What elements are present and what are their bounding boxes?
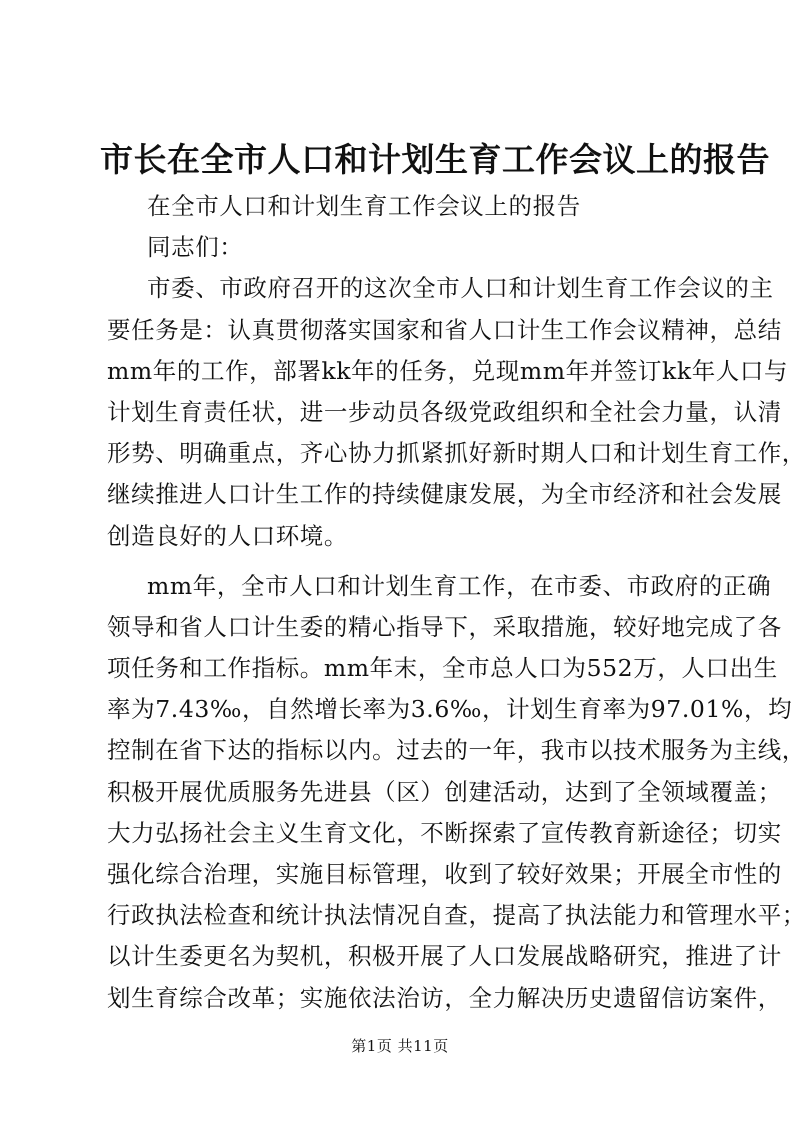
page-number: 第1页 共11页 xyxy=(351,1037,449,1055)
paragraph-line: 创造良好的人口环境。 xyxy=(107,521,348,550)
paragraph-line: 项任务和工作指标。mm年末，全市总人口为552万，人口出生 xyxy=(107,654,778,683)
paragraph-line: 大力弘扬社会主义生育文化，不断探索了宣传教育新途径；切实 xyxy=(107,818,782,847)
paragraph-line: 计划生育责任状，进一步动员各级党政组织和全社会力量，认清 xyxy=(107,397,782,426)
paragraph-line: 划生育综合改革；实施依法治访，全力解决历史遗留信访案件， xyxy=(107,983,782,1012)
paragraph-line: 领导和省人口计生委的精心指导下，采取措施，较好地完成了各 xyxy=(107,612,782,641)
paragraph-line: 以计生委更名为契机，积极开展了人口发展战略研究，推进了计 xyxy=(107,942,782,971)
paragraph-line: mm年的工作，部署kk年的任务，兑现mm年并签订kk年人口与 xyxy=(107,356,789,385)
salutation: 同志们： xyxy=(147,233,244,262)
subtitle: 在全市人口和计划生育工作会议上的报告 xyxy=(147,192,581,220)
paragraph-line: 行政执法检查和统计执法情况自查，提高了执法能力和管理水平； xyxy=(107,901,806,930)
paragraph-1 xyxy=(107,268,806,556)
paragraph-line: 继续推进人口计生工作的持续健康发展，为全市经济和社会发展 xyxy=(107,480,782,509)
paragraph-line: 率为7.43‰，自然增长率为3.6‰，计划生育率为97.01%，均 xyxy=(107,695,793,724)
paragraph-line: mm年，全市人口和计划生育工作，在市委、市政府的正确 xyxy=(147,571,772,600)
paragraph-spacer xyxy=(107,557,697,566)
paragraph-line: 强化综合治理，实施目标管理，收到了较好效果；开展全市性的 xyxy=(107,860,782,888)
document-title: 市长在全市人口和计划生育工作会议上的报告 xyxy=(100,140,770,179)
paragraph-line: 积极开展优质服务先进县（区）创建活动，达到了全领域覆盖； xyxy=(107,777,782,806)
paragraph-2 xyxy=(107,566,806,1019)
paragraph-line: 控制在省下达的指标以内。过去的一年，我市以技术服务为主线， xyxy=(107,736,806,765)
paragraph-line: 形势、明确重点，齐心协力抓紧抓好新时期人口和计划生育工作， xyxy=(107,439,806,468)
paragraph-line: 要任务是：认真贯彻落实国家和省人口计生工作会议精神，总结 xyxy=(107,315,782,344)
document-body xyxy=(107,186,806,1019)
paragraph-line: 市委、市政府召开的这次全市人口和计划生育工作会议的主 xyxy=(147,274,774,303)
